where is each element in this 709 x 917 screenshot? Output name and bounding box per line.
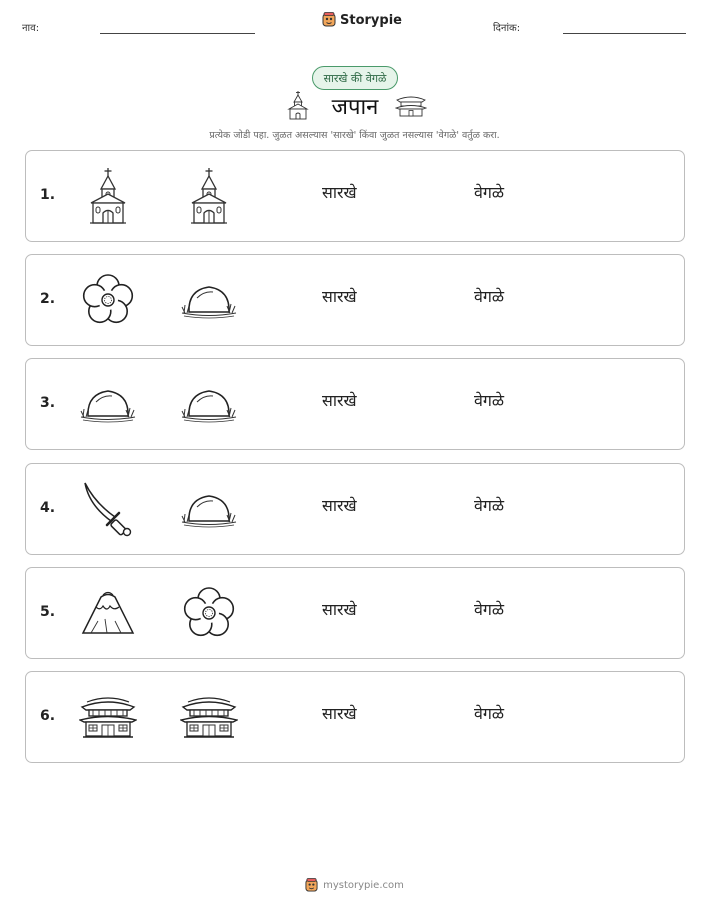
question-card (25, 254, 685, 346)
same-option[interactable]: सारखे (322, 183, 357, 202)
question-card (25, 463, 685, 555)
question-card (25, 358, 685, 450)
storypie-mascot-icon (322, 12, 336, 28)
church-icon (88, 167, 128, 225)
church-icon (189, 167, 229, 225)
question-number: 1. (40, 187, 56, 203)
right-picture (179, 478, 239, 540)
left-picture (78, 582, 138, 644)
flower-icon (182, 586, 236, 640)
storypie-mascot-icon (305, 878, 318, 893)
same-option[interactable]: सारखे (322, 391, 357, 411)
pagoda-house-icon (79, 695, 137, 739)
question-number: 6. (40, 708, 56, 724)
footer-site: mystorypie.com (323, 880, 404, 891)
instructions: प्रत्येक जोडी पहा. जुळत असल्यास 'सारखे' किंवा जुळत नसल्यास 'वेगळे' वर्तुळ करा. (209, 130, 500, 141)
different-option[interactable]: वेगळे (474, 183, 505, 202)
brand-logo (322, 12, 402, 28)
name-label: नाव: (22, 23, 40, 34)
same-option[interactable]: सारखे (322, 495, 357, 515)
same-option[interactable]: सारखे (322, 287, 357, 307)
right-picture (179, 582, 239, 644)
different-option[interactable]: वेगळे (474, 704, 505, 723)
different-option[interactable]: वेगळे (474, 287, 505, 307)
question-number: 2. (40, 291, 56, 308)
left-picture (78, 269, 138, 331)
rock-icon (180, 280, 238, 320)
pagoda-house-icon (180, 695, 238, 739)
question-card (25, 567, 685, 659)
different-option[interactable]: वेगळे (474, 495, 505, 515)
rock-icon (180, 489, 238, 529)
right-picture (179, 373, 239, 435)
sword-icon (81, 481, 135, 537)
mountain-icon (81, 589, 135, 637)
question-number: 5. (40, 603, 56, 620)
flower-icon (81, 273, 135, 327)
left-picture (78, 165, 138, 227)
rock-icon (79, 384, 137, 424)
same-option[interactable]: सारखे (322, 704, 357, 723)
different-option[interactable]: वेगळे (474, 391, 505, 411)
right-picture (179, 165, 239, 227)
pagoda-house-icon (395, 93, 427, 117)
footer (0, 878, 709, 893)
question-card (25, 150, 685, 242)
date-label: दिनांक: (493, 23, 521, 34)
right-picture (179, 269, 239, 331)
name-line[interactable] (100, 33, 255, 34)
different-option[interactable]: वेगळे (474, 599, 505, 619)
rock-icon (180, 384, 238, 424)
right-picture (179, 686, 239, 748)
church-icon (287, 90, 309, 120)
page-title: जपान (331, 95, 379, 120)
left-picture (78, 373, 138, 435)
same-option[interactable]: सारखे (322, 599, 357, 619)
question-number: 3. (40, 395, 56, 412)
question-card (25, 671, 685, 763)
left-picture (78, 478, 138, 540)
left-picture (78, 686, 138, 748)
topic-badge: सारखे की वेगळे (312, 66, 398, 90)
date-line[interactable] (563, 33, 686, 34)
brand-name: Storypie (340, 12, 402, 28)
question-number: 4. (40, 499, 56, 516)
